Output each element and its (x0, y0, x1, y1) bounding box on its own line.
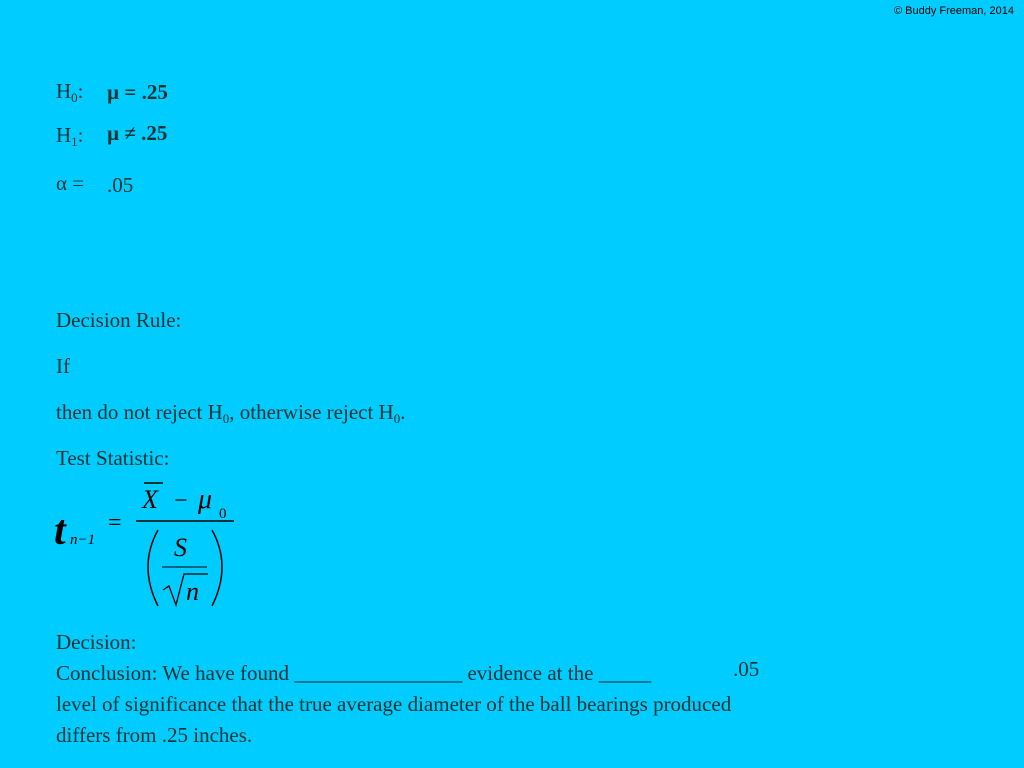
h0-value: µ = .25 (107, 80, 168, 104)
minus-sign: − (174, 488, 188, 514)
decision-heading: Decision: (56, 630, 137, 654)
copyright-notice: © Buddy Freeman, 2014 (893, 5, 1014, 17)
h0-label: $H_0$: (56, 79, 84, 105)
t-subscript: n−1 (70, 532, 96, 548)
x-bar: X (142, 485, 158, 514)
mu-symbol: μ (198, 484, 213, 515)
n-symbol: n (186, 577, 199, 606)
conclusion-line-1: Conclusion: We have found ________________ evidence at the _____ (56, 661, 652, 685)
h1-value: µ ≠ .25 (107, 121, 168, 145)
mu-subscript: 0 (219, 506, 227, 522)
conclusion-line-3: differs from .25 inches. (56, 723, 253, 747)
equals-sign: = (108, 510, 122, 536)
alpha-label: α = (56, 171, 85, 195)
left-paren (148, 530, 158, 606)
test-statistic-heading: Test Statistic: (56, 446, 170, 470)
t-statistic-formula (50, 478, 250, 613)
significance-level-value: .05 (733, 657, 760, 681)
conclusion-line-2: level of significance that the true average diameter of the ball bearings produced (56, 692, 732, 716)
decision-rule-if: If (56, 354, 70, 378)
alpha-value: .05 (107, 173, 134, 197)
h1-label: $H_1$: (56, 123, 84, 149)
right-paren (212, 530, 222, 606)
decision-rule-heading: Decision Rule: (56, 308, 182, 332)
s-symbol: S (174, 533, 187, 562)
decision-rule-then: then do not reject $H_0$, otherwise reject $H_0$. (56, 400, 406, 426)
t-symbol: t (54, 508, 66, 554)
